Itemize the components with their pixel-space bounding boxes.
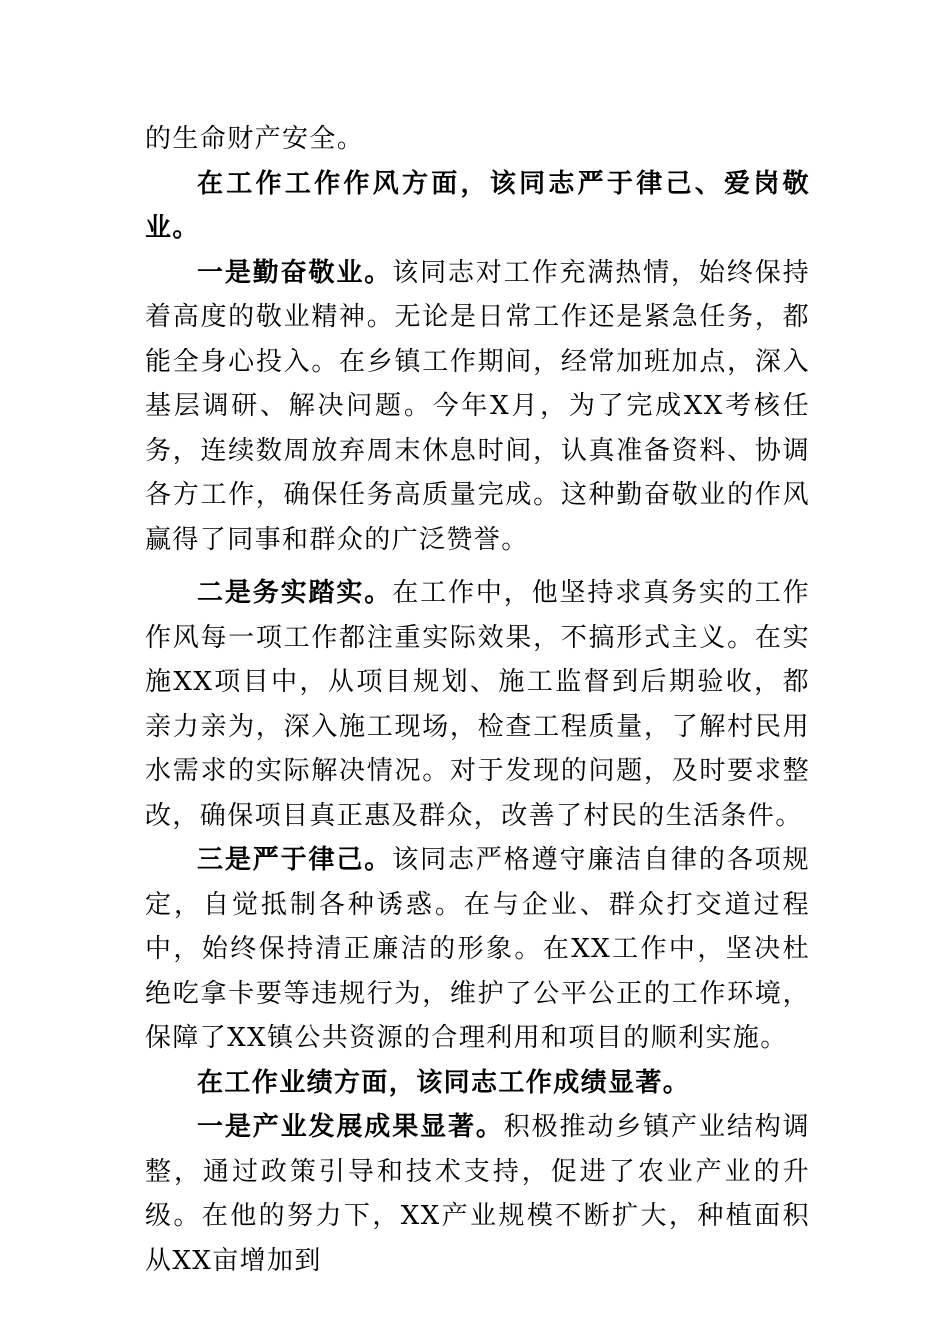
- paragraph-self-discipline: [145, 838, 810, 1061]
- paragraph-pragmatic: [145, 571, 810, 838]
- section-heading-text: 在工作业绩方面，该同志工作成绩显著。: [197, 1067, 691, 1098]
- paragraph-lead: 二是务实踏实。: [197, 578, 393, 608]
- paragraph-diligence: [145, 251, 810, 563]
- section-heading-work-style: [145, 162, 810, 251]
- paragraph-lead: 一是勤奋敬业。: [197, 257, 393, 288]
- paragraph-text: 积极推动乡镇产业结构调整，通过政策引导和技术支持，促进了农业产业的升级。在他的努力下，XX产业规模不断扩大，种植面积从XX亩增加到: [145, 1112, 811, 1276]
- paragraph-text: 该同志对工作充满热情，始终保持着高度的敬业精神。无论是日常工作还是紧急任务，都能全身心投入。在乡镇工作期间，经常加班加点，深入基层调研、解决问题。今年X月，为了完成XX考核任务，连续数周放弃周末休息时间，认真准备资料、协调各方工作，确保任务高质量完成。这种勤奋敬业的作风赢得了同事和群众的广泛赞誉。: [145, 257, 810, 555]
- paragraph-continuation: [145, 117, 810, 162]
- section-heading-performance: [145, 1061, 810, 1106]
- document-body: [145, 117, 810, 1283]
- paragraph-text: 在工作中，他坚持求真务实的工作作风每一项工作都注重实际效果，不搞形式主义。在实施XX项目中，从项目规划、施工监督到后期验收，都亲力亲为，深入施工现场，检查工程质量，了解村民用水需求的实际解决情况。对于发现的问题，及时要求整改，确保项目真正惠及群众，改善了村民的生活条件。: [145, 578, 810, 831]
- paragraph-text: 该同志严格遵守廉洁自律的各项规定，自觉抵制各种诱惑。在与企业、群众打交道过程中，始终保持清正廉洁的形象。在XX工作中，坚决杜绝吃拿卡要等违规行为，维护了公平公正的工作环境，保障了XX镇公共资源的合理利用和项目的顺利实施。: [145, 845, 810, 1053]
- paragraph-text: 的生命财产安全。: [145, 124, 365, 154]
- paragraph-lead: 三是严于律己。: [197, 845, 393, 875]
- paragraph-lead: 一是产业发展成果显著。: [197, 1112, 504, 1142]
- paragraph-industry-development: [145, 1105, 810, 1283]
- section-heading-text: 在工作工作作风方面，该同志严于律己、爱岗敬业。: [145, 168, 810, 243]
